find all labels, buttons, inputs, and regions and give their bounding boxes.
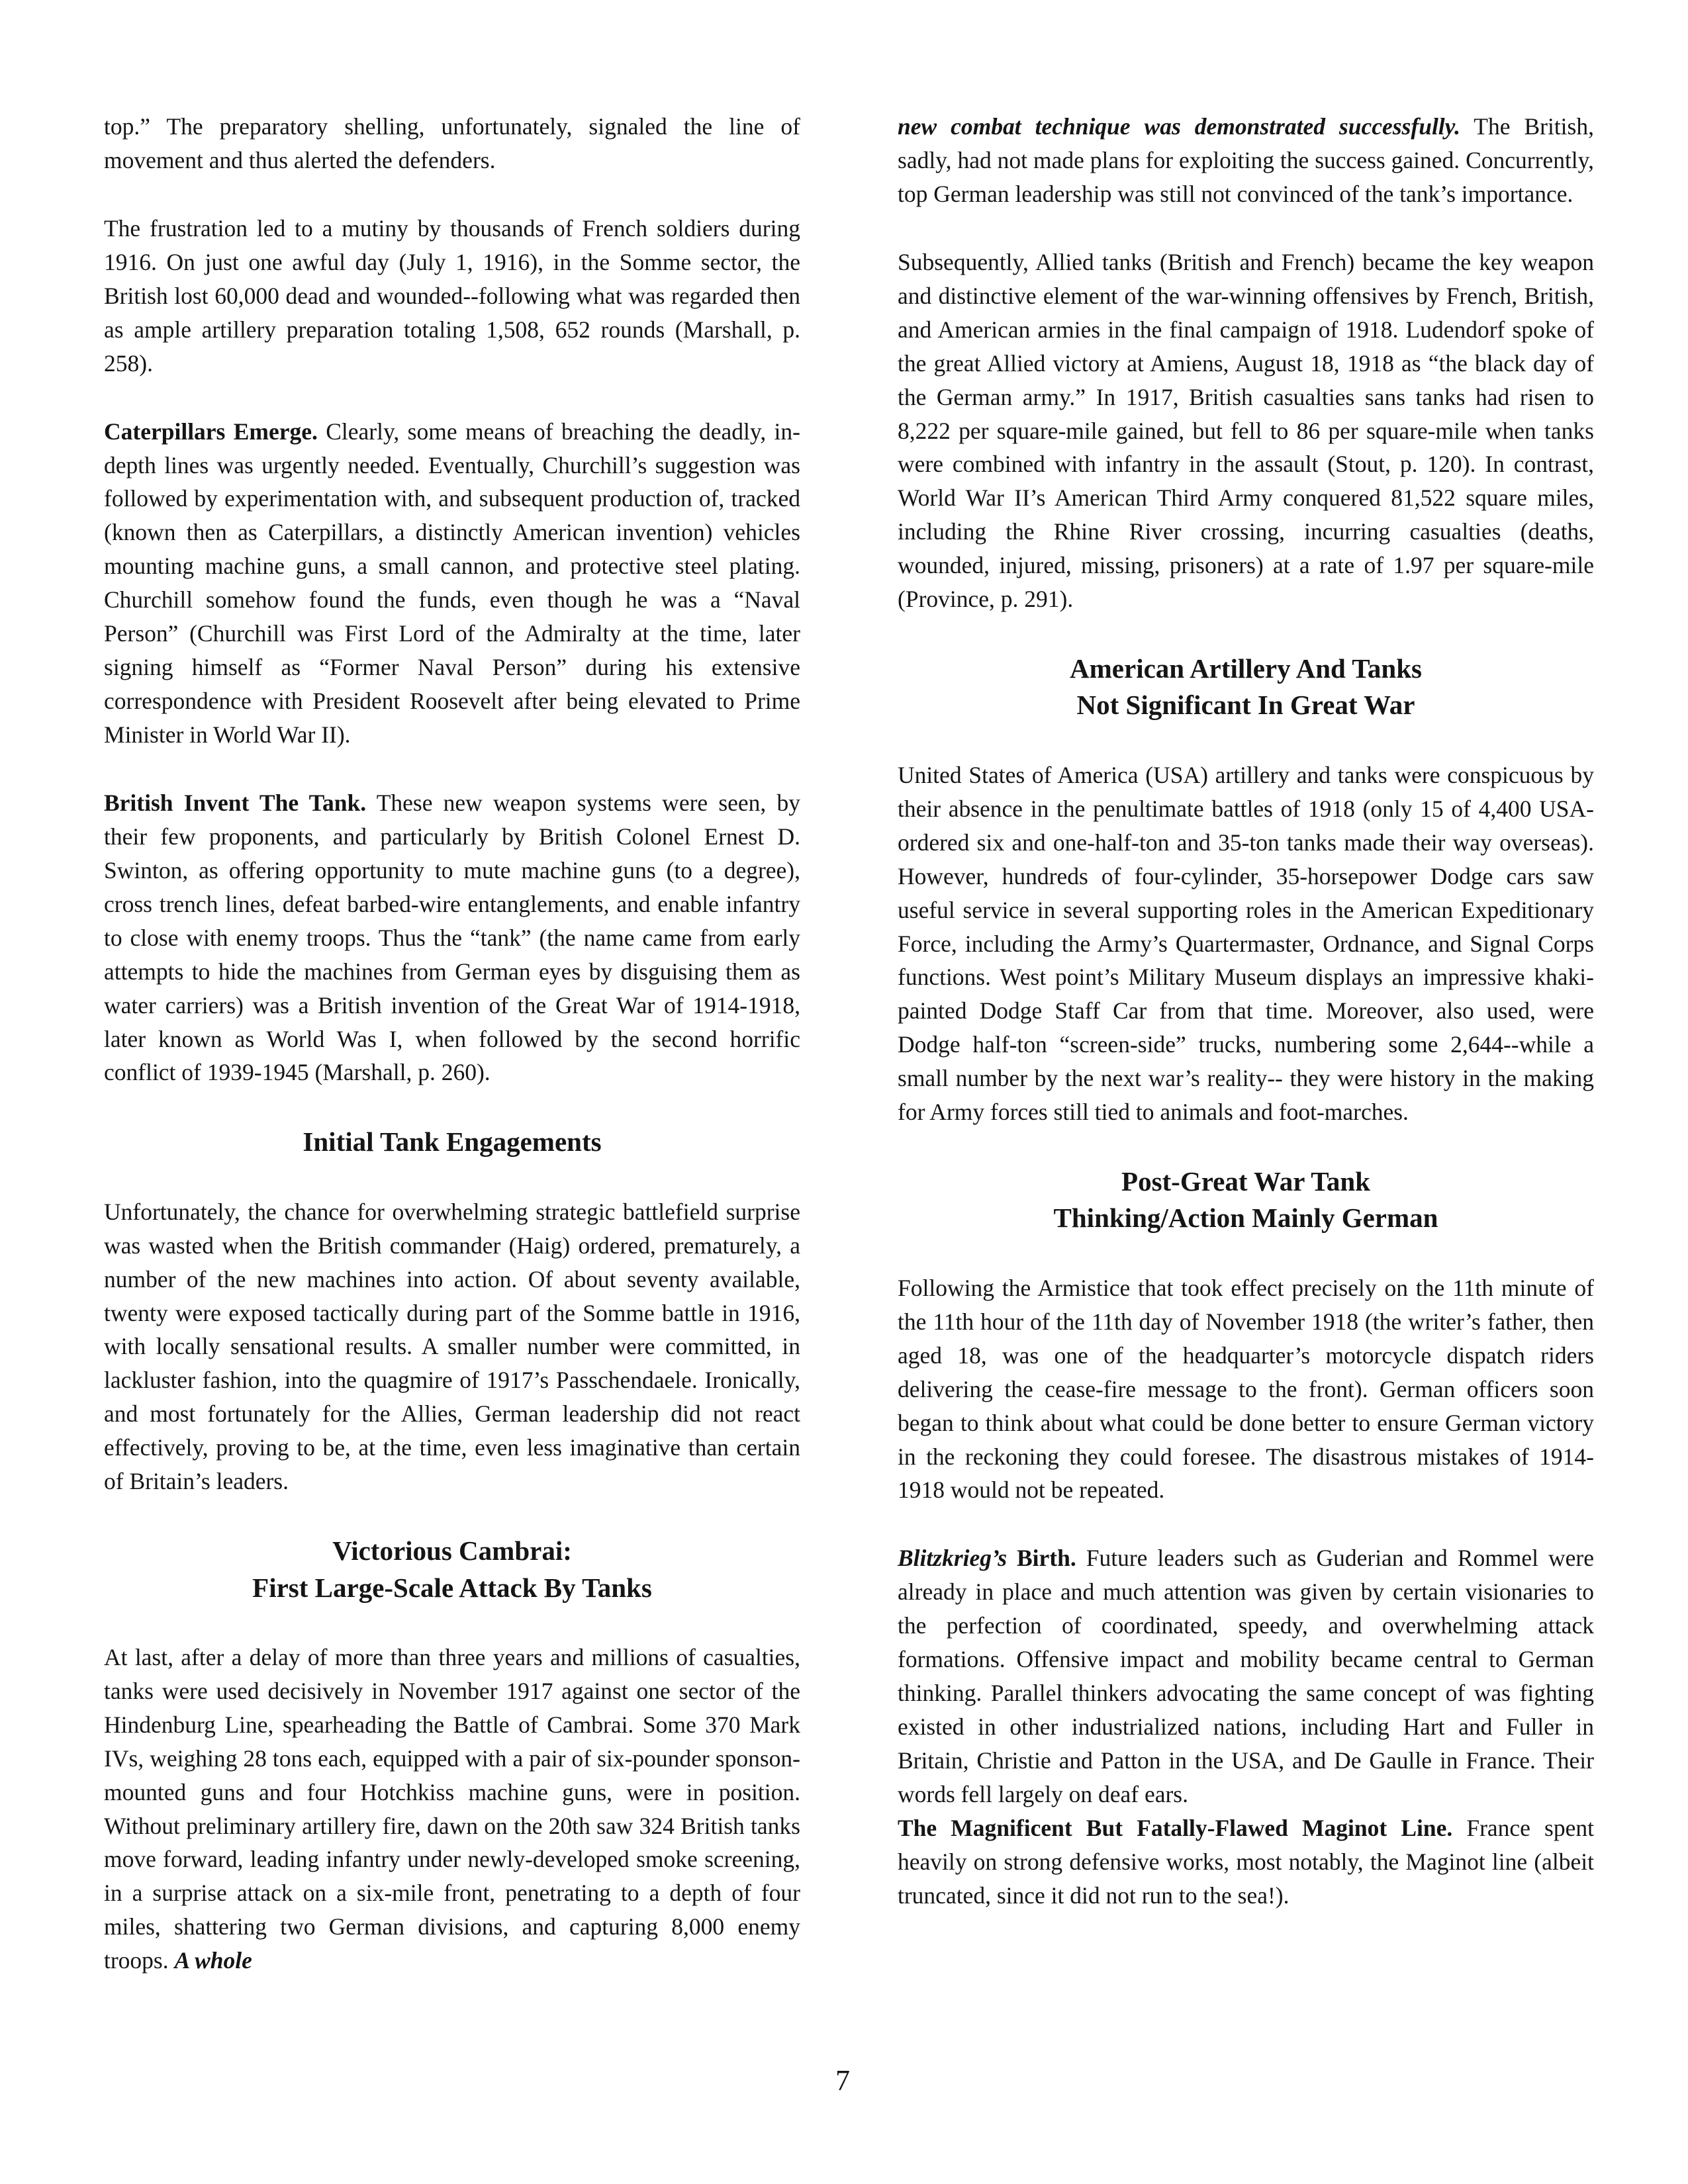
paragraph: The frustration led to a mutiny by thousands of French soldiers during 1916. On just one awful day (July 1, 1916), in the Somme sector, the British lost 60,000 dead and wounded--following what was regarded then as ample artillery preparation totaling 1,508, 652 rounds (Marshall, p. 258). <box>104 214 800 377</box>
section-heading: Victorious Cambrai: First Large-Scale Attack By Tanks <box>252 1535 652 1603</box>
paragraph: Unfortunately, the chance for overwhelming strategic battlefield surprise was wasted when the British commander (Haig) ordered, prematurely, a number of the new machines into action. Of about seventy available, twenty were exposed tactically during part of the Somme battle in 1916, with locally sensational results. A smaller number were committed, in lackluster fashion, into the quagmire of 1917’s Passchendaele. Ironically, and most fortunately for the Allies, German leadership did not react effectively, proving to be, at the time, even less imaginative than certain of Britain’s leaders. <box>104 1198 800 1495</box>
paragraph: Following the Armistice that took effect precisely on the 11th minute of the 11th hour of the 11th day of November 1918 (the writer’s father, then aged 18, was one of the headquarter’s motorcycle dispatch riders delivering the cease-fire message to the front). German officers soon began to think about what could be done better to ensure German victory in the reckoning they could foresee. The disastrous mistakes of 1914-1918 would not be repeated. <box>898 1274 1594 1504</box>
emphasis: new combat technique was demonstrated successfully. <box>898 113 1460 140</box>
right-column <box>898 110 1594 1913</box>
paragraph: top.” The preparatory shelling, unfortunately, signaled the line of movement and thus alerted the defenders. <box>104 113 800 173</box>
paragraph: new combat technique was demonstrated successfully. The British, sadly, had not made plans for exploiting the success gained. Concurrently, top German leadership was still not convinced of the tank’s importance. <box>898 113 1594 207</box>
page-number: 7 <box>835 2064 850 2097</box>
run-in-heading: The Magnificent But Fatally-Flawed Maginot Line. <box>898 1814 1453 1841</box>
section-heading: Post-Great War Tank Thinking/Action Mainly German <box>1053 1166 1438 1234</box>
run-in-heading-italic: Blitzkrieg’s <box>898 1545 1008 1572</box>
emphasis: A whole <box>174 1947 252 1974</box>
paragraph: Caterpillars Emerge. Clearly, some means of breaching the deadly, in-depth lines was urgently needed. Eventually, Churchill’s suggestion was followed by experimentation with, and subsequent production of, tracked (known then as Caterpillars, a distinctly American invention) vehicles mounting machine guns, a small cannon, and protective steel plating. Churchill somehow found the funds, even though he was a “Naval Person” (Churchill was First Lord of the Admiralty at the time, later signing himself as “Former Naval Person” during his extensive correspondence with President Roosevelt after being elevated to Prime Minister in World War II). <box>104 418 800 748</box>
run-in-heading: British Invent The Tank. <box>104 789 367 816</box>
section-heading: Initial Tank Engagements <box>303 1126 602 1158</box>
paragraph: At last, after a delay of more than three years and millions of casualties, tanks were used decisively in November 1917 against one sector of the Hindenburg Line, spearheading the Battle of Cambrai. Some 370 Mark IVs, weighing 28 tons each, equipped with a pair of six-pounder sponson-mounted guns and four Hotchkiss machine guns, were in position. Without preliminary artillery fire, dawn on the 20th saw 324 British tanks move forward, leading infantry under newly-developed smoke screening, in a surprise attack on a six-mile front, penetrating to a depth of four miles, shattering two German divisions, and capturing 8,000 enemy troops. A whole <box>104 1643 800 1974</box>
paragraph: Blitzkrieg’s Birth. Future leaders such as Guderian and Rommel were already in place and much attention was given by certain visionaries to the perfection of coordinated, speedy, and overwhelming attack formations. Offensive impact and mobility became central to German thinking. Parallel thinkers advocating the same concept of was fighting existed in other industrialized nations, including Hart and Fuller in Britain, Christie and Patton in the USA, and De Gaulle in France. Their words fell largely on deaf ears. <box>898 1545 1594 1807</box>
paragraph: Subsequently, Allied tanks (British and French) became the key weapon and distinctive element of the war-winning offensives by French, British, and American armies in the final campaign of 1918. Ludendorf spoke of the great Allied victory at Amiens, August 18, 1918 as “the black day of the German army.” In 1917, British casualties sans tanks had risen to 8,222 per square-mile gained, but fell to 86 per square-mile when tanks were combined with infantry in the assault (Stout, p. 120). In contrast, World War II’s American Third Army conquered 81,522 square miles, including the Rhine River crossing, incurring casualties (deaths, wounded, injured, missing, prisoners) at a rate of 1.97 per square-mile (Province, p. 291). <box>898 248 1594 613</box>
paragraph: The Magnificent But Fatally-Flawed Maginot Line. France spent heavily on strong defensive works, most notably, the Maginot line (albeit truncated, since it did not run to the sea!). <box>898 1814 1594 1909</box>
section-heading: American Artillery And Tanks Not Significant In Great War <box>1070 653 1422 721</box>
paragraph: United States of America (USA) artillery and tanks were conspicuous by their absence in the penultimate battles of 1918 (only 15 of 4,400 USA-ordered six and one-half-ton and 35-ton tanks made their way overseas). However, hundreds of four-cylinder, 35-horsepower Dodge cars saw useful service in several supporting roles in the American Expeditionary Force, including the Army’s Quartermaster, Ordnance, and Signal Corps functions. West point’s Military Museum displays an impressive khaki-painted Dodge Staff Car from that time. Moreover, also used, were Dodge half-ton “screen-side” trucks, numbering some 2,644--while a small number by the next war’s reality-- they were history in the making for Army forces still tied to animals and foot-marches. <box>898 761 1594 1126</box>
paragraph: British Invent The Tank. These new weapon systems were seen, by their few proponents, and particularly by British Colonel Ernest D. Swinton, as offering opportunity to mute machine guns (to a degree), cross trench lines, defeat barbed-wire entanglements, and enable infantry to close with enemy troops. Thus the “tank” (the name came from early attempts to hide the machines from German eyes by disguising them as water carriers) was a British invention of the Great War of 1914-1918, later known as World Was I, when followed by the second horrific conflict of 1939-1945 (Marshall, p. 260). <box>104 789 800 1086</box>
left-column <box>104 110 800 1978</box>
run-in-heading: Birth. <box>1007 1545 1076 1572</box>
run-in-heading: Caterpillars Emerge. <box>104 418 318 445</box>
